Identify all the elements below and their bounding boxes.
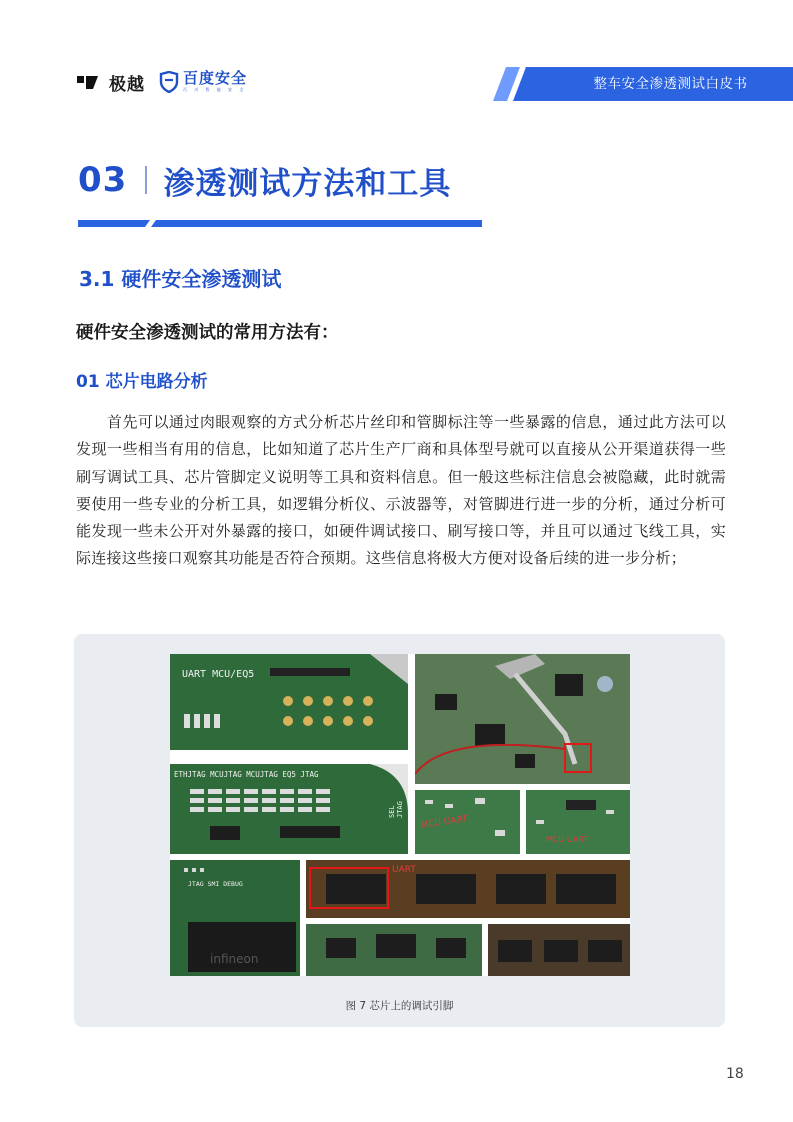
shield-icon xyxy=(159,71,179,93)
pcb-uart-panel xyxy=(170,654,408,750)
infineon-pads-graphic xyxy=(170,860,300,920)
sel-jtag-label: SEL JTAG xyxy=(388,801,404,818)
pcb-infineon-panel xyxy=(170,860,300,976)
pcb-connector-panel xyxy=(306,860,630,918)
pcb-mcu-uart-left xyxy=(415,790,520,854)
body-paragraph: 首先可以通过肉眼观察的方式分析芯片丝印和管脚标注等一些暴露的信息，通过此方法可以发现一些相当有用的信息，比如知道了芯片生产厂商和具体型号就可以直接从公开渠道获得一些刷写调试工具、芯片管脚定义说明等工具和资料信息。但一般这些标注信息会被隐藏，此时就需要使用一些专业的分析工具，如逻辑分析仪、示波器等，对管脚进行进一步的分析，通过分析可能发现一些未公开对外暴露的接口，如硬件调试接口、刷写接口等，并且可以通过飞线工具，实际连接这些接口观察其功能是否符合预期。这些信息将极大方便对设备后续的进一步分析； xyxy=(76,413,726,568)
subsection-title: 硬件安全渗透测试的常用方法有： xyxy=(76,323,339,343)
page-number: 18 xyxy=(726,1066,744,1082)
figure-image xyxy=(170,654,630,976)
bottom-left-strip-graphic xyxy=(306,924,482,976)
probe-graphic xyxy=(415,654,630,784)
brand-baidu-name: 百度安全 xyxy=(183,68,248,87)
infineon-label: infineon xyxy=(210,952,259,966)
mcu-uart-right-graphic xyxy=(526,790,630,854)
bottom-right-strip-graphic xyxy=(488,924,630,976)
chapter-separator xyxy=(145,166,147,194)
jtag-smi-label: JTAG SMI DEBUG xyxy=(188,880,243,888)
pcb-bottom-right-strip xyxy=(488,924,630,976)
mcu-uart-left-graphic xyxy=(415,790,520,854)
jtag-pads-graphic xyxy=(170,764,408,854)
chapter-title: 渗透测试方法和工具 xyxy=(163,165,452,202)
jtag-row-label: ETHJTAG MCUJTAG MCUJTAG EQ5 JTAG xyxy=(174,770,319,779)
svg-text:MCU UART: MCU UART xyxy=(546,835,589,844)
pcb-jtag-panel xyxy=(170,764,408,854)
svg-text:MCU UART: MCU UART xyxy=(420,814,469,831)
pcb-bottom-left-strip xyxy=(306,924,482,976)
brand-baidu-sub: 百 川 智 能 安 全 xyxy=(183,86,247,92)
chapter-number: 03 xyxy=(78,160,128,200)
svg-text:UART: UART xyxy=(392,865,416,875)
brand-jiyue: 极越 xyxy=(109,74,145,95)
figure-caption: 图 7 芯片上的调试引脚 xyxy=(345,1000,454,1012)
pcb-mcu-uart-right xyxy=(526,790,630,854)
doc-title: 整车安全渗透测试白皮书 xyxy=(593,76,748,92)
pcb-probe-photo xyxy=(415,654,630,784)
item-title: 01 芯片电路分析 xyxy=(76,372,208,392)
uart-mcu-label: UART MCU/EQ5 xyxy=(182,669,255,680)
connector-graphic xyxy=(306,860,630,918)
chapter-underline xyxy=(78,220,482,227)
chapter-heading xyxy=(78,152,451,208)
pcb-pads-graphic xyxy=(170,654,408,750)
brand-baidu xyxy=(183,68,248,94)
jiyue-logo-icon xyxy=(77,73,103,91)
brand-bar xyxy=(77,66,247,98)
section-title: 3.1 硬件安全渗透测试 xyxy=(79,267,282,291)
